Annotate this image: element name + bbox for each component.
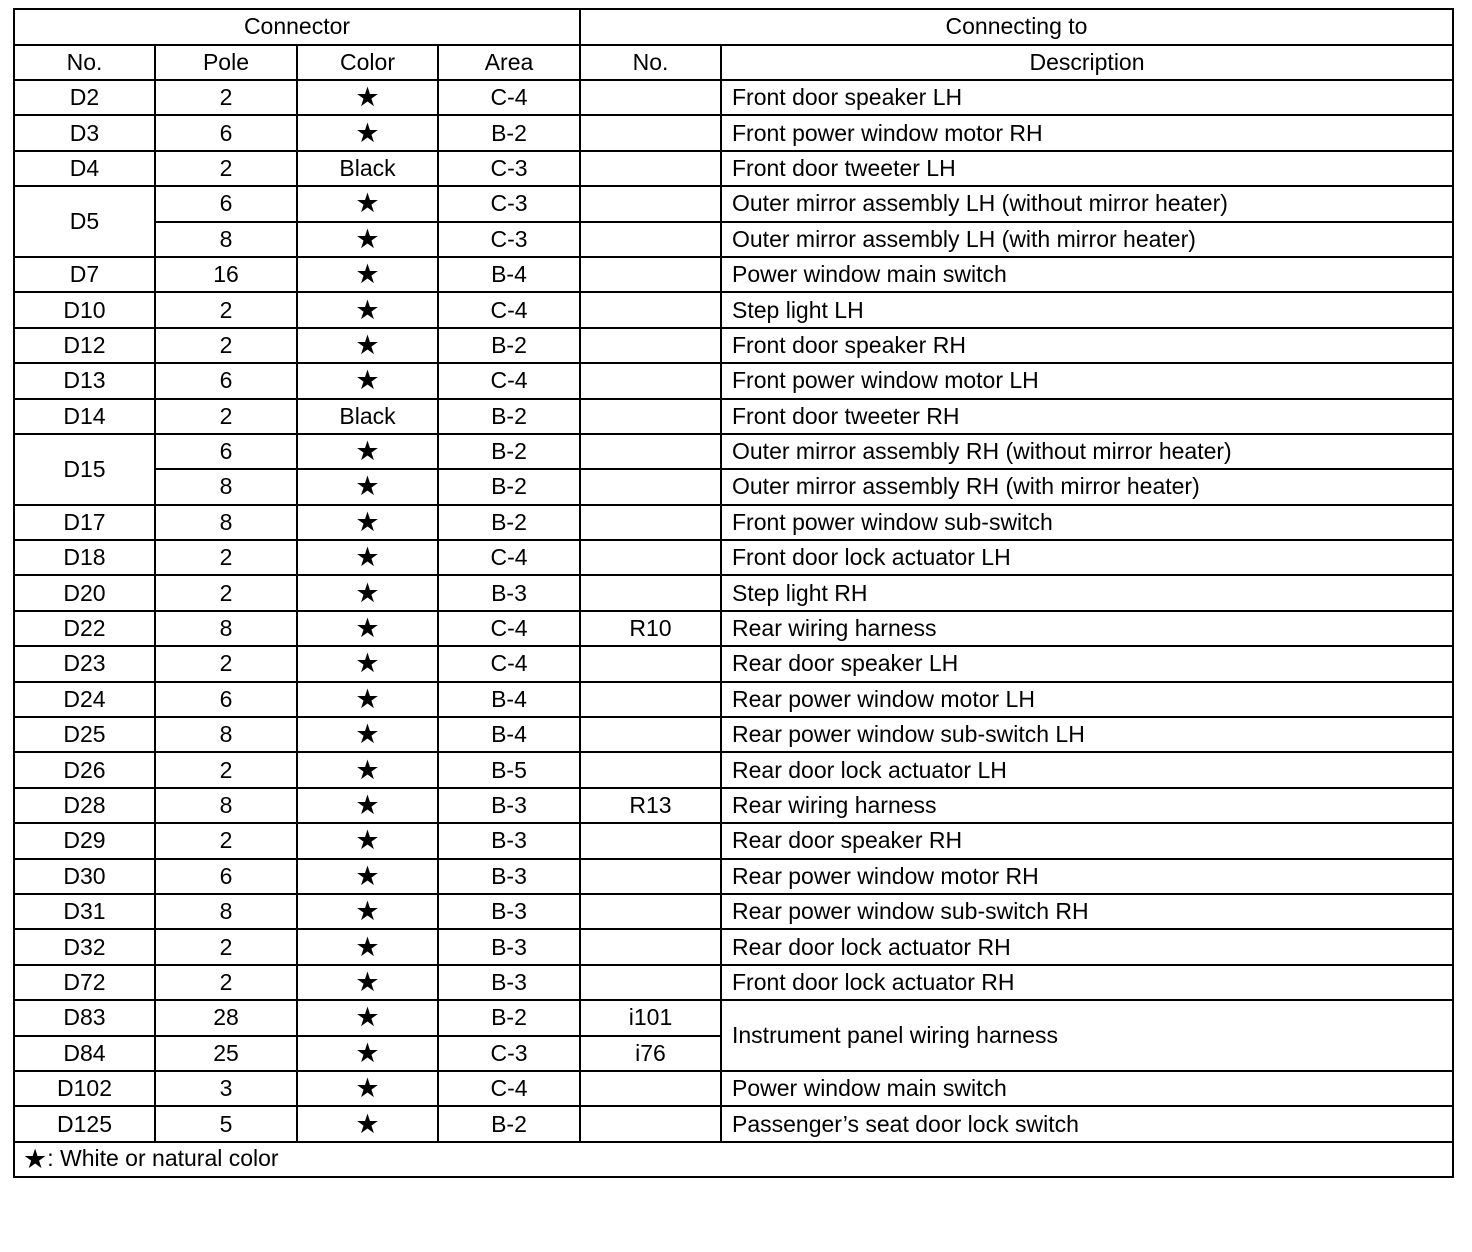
pole-count: 2	[155, 752, 297, 787]
star-icon: ★	[355, 931, 380, 962]
connecting-no	[580, 965, 721, 1000]
area-code: C-3	[438, 151, 580, 186]
connector-no: D13	[14, 363, 155, 398]
description: Rear power window motor RH	[721, 859, 1453, 894]
description: Rear power window motor LH	[721, 682, 1453, 717]
area-code: B-4	[438, 257, 580, 292]
connecting-no	[580, 929, 721, 964]
table-row	[14, 505, 1453, 540]
header-connector: Connector	[14, 9, 580, 45]
connector-no: D26	[14, 752, 155, 787]
star-icon: ★	[355, 896, 380, 927]
area-code: C-3	[438, 1036, 580, 1071]
connecting-no: R10	[580, 611, 721, 646]
area-code: B-4	[438, 682, 580, 717]
table-row	[14, 292, 1453, 327]
connecting-no	[580, 894, 721, 929]
star-icon: ★	[355, 613, 380, 644]
description: Outer mirror assembly LH (with mirror heater)	[721, 222, 1453, 257]
connecting-no	[580, 752, 721, 787]
connecting-no: i101	[580, 1000, 721, 1035]
table-row	[14, 363, 1453, 398]
pole-count: 6	[155, 363, 297, 398]
table-row	[14, 151, 1453, 186]
description: Outer mirror assembly RH (without mirror heater)	[721, 434, 1453, 469]
table-row	[14, 540, 1453, 575]
table-row	[14, 575, 1453, 610]
footnote-row	[14, 1142, 1453, 1177]
description: Power window main switch	[721, 257, 1453, 292]
area-code: C-4	[438, 292, 580, 327]
table-row	[14, 222, 1453, 257]
connector-no: D125	[14, 1106, 155, 1141]
header-no: No.	[14, 45, 155, 81]
table-row	[14, 328, 1453, 363]
table-row	[14, 1071, 1453, 1106]
table-row	[14, 823, 1453, 858]
description: Rear door speaker LH	[721, 646, 1453, 681]
description: Front door tweeter RH	[721, 399, 1453, 434]
star-icon: ★	[355, 1108, 380, 1139]
pole-count: 8	[155, 788, 297, 823]
description: Outer mirror assembly RH (with mirror heater)	[721, 469, 1453, 504]
star-icon: ★	[355, 259, 380, 290]
pole-count: 2	[155, 646, 297, 681]
table-row	[14, 717, 1453, 752]
connector-no: D83	[14, 1000, 155, 1035]
description: Power window main switch	[721, 1071, 1453, 1106]
pole-count: 6	[155, 186, 297, 221]
header-color: Color	[297, 45, 438, 81]
pole-count: 8	[155, 611, 297, 646]
pole-count: 8	[155, 894, 297, 929]
star-icon: ★	[355, 188, 380, 219]
pole-count: 2	[155, 399, 297, 434]
description: Front door speaker RH	[721, 328, 1453, 363]
connector-no: D31	[14, 894, 155, 929]
connector-no: D72	[14, 965, 155, 1000]
connector-no: D32	[14, 929, 155, 964]
connector-color	[297, 1000, 438, 1035]
connector-no: D17	[14, 505, 155, 540]
table-row	[14, 788, 1453, 823]
description: Step light LH	[721, 292, 1453, 327]
connector-no: D15	[14, 434, 155, 505]
connecting-no	[580, 682, 721, 717]
connector-color	[297, 186, 438, 221]
description: Rear door lock actuator RH	[721, 929, 1453, 964]
star-icon: ★	[355, 329, 380, 360]
pole-count: 2	[155, 151, 297, 186]
connecting-no	[580, 859, 721, 894]
description: Outer mirror assembly LH (without mirror heater)	[721, 186, 1453, 221]
pole-count: 8	[155, 469, 297, 504]
table-row	[14, 186, 1453, 221]
pole-count: 8	[155, 717, 297, 752]
pole-count: 2	[155, 292, 297, 327]
connector-no: D20	[14, 575, 155, 610]
pole-count: 2	[155, 80, 297, 115]
area-code: B-3	[438, 788, 580, 823]
pole-count: 6	[155, 434, 297, 469]
connecting-no	[580, 222, 721, 257]
table-row	[14, 399, 1453, 434]
connector-no: D5	[14, 186, 155, 257]
area-code: B-2	[438, 399, 580, 434]
connector-color	[297, 328, 438, 363]
area-code: B-3	[438, 894, 580, 929]
pole-count: 8	[155, 505, 297, 540]
header-description: Description	[721, 45, 1453, 81]
connector-no: D7	[14, 257, 155, 292]
pole-count: 8	[155, 222, 297, 257]
connecting-no	[580, 80, 721, 115]
connector-no: D2	[14, 80, 155, 115]
connecting-no	[580, 1106, 721, 1141]
connector-color	[297, 823, 438, 858]
connecting-no	[580, 186, 721, 221]
description: Rear power window sub-switch RH	[721, 894, 1453, 929]
connector-color	[297, 929, 438, 964]
table-body	[14, 80, 1453, 1142]
connecting-no	[580, 646, 721, 681]
star-icon: ★	[355, 1037, 380, 1068]
area-code: C-4	[438, 540, 580, 575]
connector-no: D4	[14, 151, 155, 186]
connector-no: D29	[14, 823, 155, 858]
pole-count: 2	[155, 575, 297, 610]
area-code: B-3	[438, 823, 580, 858]
area-code: B-3	[438, 929, 580, 964]
description: Rear wiring harness	[721, 611, 1453, 646]
area-code: C-4	[438, 611, 580, 646]
connector-color	[297, 80, 438, 115]
connector-no: D3	[14, 115, 155, 150]
description: Step light RH	[721, 575, 1453, 610]
connector-no: D10	[14, 292, 155, 327]
area-code: B-3	[438, 965, 580, 1000]
table-row	[14, 1000, 1453, 1035]
header-row-columns	[14, 45, 1453, 81]
footnote	[14, 1142, 1453, 1177]
area-code: B-2	[438, 328, 580, 363]
description: Front door lock actuator LH	[721, 540, 1453, 575]
pole-count: 6	[155, 682, 297, 717]
connector-table	[13, 8, 1454, 1178]
connector-color	[297, 752, 438, 787]
connector-color: Black	[297, 151, 438, 186]
connecting-no	[580, 257, 721, 292]
description: Rear door speaker RH	[721, 823, 1453, 858]
pole-count: 16	[155, 257, 297, 292]
area-code: C-3	[438, 222, 580, 257]
pole-count: 6	[155, 115, 297, 150]
star-icon: ★	[355, 966, 380, 997]
connector-color	[297, 894, 438, 929]
header-area: Area	[438, 45, 580, 81]
star-icon: ★	[355, 754, 380, 785]
pole-count: 5	[155, 1106, 297, 1141]
table-row	[14, 80, 1453, 115]
star-icon: ★	[355, 1002, 380, 1033]
connector-color	[297, 257, 438, 292]
description: Front door speaker LH	[721, 80, 1453, 115]
connector-no: D25	[14, 717, 155, 752]
header-connecting-no: No.	[580, 45, 721, 81]
connecting-no	[580, 469, 721, 504]
description: Rear door lock actuator LH	[721, 752, 1453, 787]
area-code: B-3	[438, 575, 580, 610]
connecting-no: i76	[580, 1036, 721, 1071]
connecting-no	[580, 363, 721, 398]
area-code: C-4	[438, 80, 580, 115]
header-connecting-to: Connecting to	[580, 9, 1453, 45]
connecting-no	[580, 540, 721, 575]
connector-color	[297, 965, 438, 1000]
pole-count: 25	[155, 1036, 297, 1071]
description: Instrument panel wiring harness	[721, 1000, 1453, 1071]
star-icon: ★	[355, 542, 380, 573]
connector-color	[297, 434, 438, 469]
connector-color	[297, 1071, 438, 1106]
area-code: B-2	[438, 115, 580, 150]
area-code: B-2	[438, 1106, 580, 1141]
pole-count: 2	[155, 328, 297, 363]
star-icon: ★	[355, 825, 380, 856]
description: Front power window motor LH	[721, 363, 1453, 398]
star-icon: ★	[355, 365, 380, 396]
description: Front power window motor RH	[721, 115, 1453, 150]
connector-no: D28	[14, 788, 155, 823]
star-icon: ★	[355, 790, 380, 820]
area-code: B-2	[438, 434, 580, 469]
pole-count: 2	[155, 929, 297, 964]
connector-color	[297, 1036, 438, 1071]
description: Rear power window sub-switch LH	[721, 717, 1453, 752]
table-row	[14, 894, 1453, 929]
connector-no: D30	[14, 859, 155, 894]
header-row-group	[14, 9, 1453, 45]
connecting-no	[580, 717, 721, 752]
pole-count: 2	[155, 965, 297, 1000]
star-icon: ★	[355, 223, 380, 254]
connecting-no	[580, 399, 721, 434]
area-code: B-2	[438, 469, 580, 504]
table-row	[14, 929, 1453, 964]
star-icon: ★	[355, 719, 380, 750]
connector-color: Black	[297, 399, 438, 434]
star-icon: ★	[355, 683, 380, 714]
footnote-text: : White or natural color	[47, 1144, 279, 1171]
connector-color	[297, 859, 438, 894]
table-row	[14, 965, 1453, 1000]
table-row	[14, 646, 1453, 681]
connecting-no	[580, 151, 721, 186]
connecting-no	[580, 1071, 721, 1106]
star-icon: ★	[355, 860, 380, 891]
connector-color	[297, 363, 438, 398]
table-row	[14, 257, 1453, 292]
connector-color	[297, 222, 438, 257]
description: Passenger’s seat door lock switch	[721, 1106, 1453, 1141]
star-icon: ★	[355, 648, 380, 679]
connecting-no: R13	[580, 788, 721, 823]
connector-color	[297, 611, 438, 646]
star-icon: ★	[355, 436, 380, 467]
connecting-no	[580, 505, 721, 540]
pole-count: 3	[155, 1071, 297, 1106]
connector-color	[297, 469, 438, 504]
area-code: C-3	[438, 186, 580, 221]
description: Front power window sub-switch	[721, 505, 1453, 540]
table-row	[14, 859, 1453, 894]
area-code: B-5	[438, 752, 580, 787]
description: Front door tweeter LH	[721, 151, 1453, 186]
table-row	[14, 752, 1453, 787]
connector-color	[297, 292, 438, 327]
area-code: C-4	[438, 363, 580, 398]
pole-count: 6	[155, 859, 297, 894]
description: Rear wiring harness	[721, 788, 1453, 823]
connecting-no	[580, 575, 721, 610]
connector-no: D102	[14, 1071, 155, 1106]
connecting-no	[580, 328, 721, 363]
connector-no: D23	[14, 646, 155, 681]
pole-count: 28	[155, 1000, 297, 1035]
connector-no: D22	[14, 611, 155, 646]
connecting-no	[580, 823, 721, 858]
connector-no: D12	[14, 328, 155, 363]
area-code: B-4	[438, 717, 580, 752]
description: Front door lock actuator RH	[721, 965, 1453, 1000]
pole-count: 2	[155, 540, 297, 575]
table-row	[14, 469, 1453, 504]
connector-color	[297, 575, 438, 610]
star-icon: ★	[355, 82, 380, 113]
pole-count: 2	[155, 823, 297, 858]
connector-color	[297, 1106, 438, 1141]
star-icon: ★	[355, 577, 380, 608]
table-row	[14, 115, 1453, 150]
header-pole: Pole	[155, 45, 297, 81]
area-code: C-4	[438, 646, 580, 681]
star-icon: ★	[355, 506, 380, 537]
connecting-no	[580, 115, 721, 150]
star-icon: ★	[355, 117, 380, 148]
connector-color	[297, 505, 438, 540]
connector-color	[297, 788, 438, 823]
connector-color	[297, 115, 438, 150]
connecting-no	[580, 434, 721, 469]
star-icon: ★	[23, 1143, 48, 1174]
table-row	[14, 682, 1453, 717]
connector-no: D84	[14, 1036, 155, 1071]
area-code: C-4	[438, 1071, 580, 1106]
connector-color	[297, 717, 438, 752]
area-code: B-2	[438, 505, 580, 540]
connector-color	[297, 682, 438, 717]
connector-color	[297, 646, 438, 681]
table-row	[14, 611, 1453, 646]
table-row	[14, 1106, 1453, 1141]
connector-no: D18	[14, 540, 155, 575]
star-icon: ★	[355, 294, 380, 325]
area-code: B-2	[438, 1000, 580, 1035]
table-row	[14, 434, 1453, 469]
connector-no: D24	[14, 682, 155, 717]
star-icon: ★	[355, 471, 380, 502]
connecting-no	[580, 292, 721, 327]
connector-color	[297, 540, 438, 575]
connector-no: D14	[14, 399, 155, 434]
star-icon: ★	[355, 1073, 380, 1104]
area-code: B-3	[438, 859, 580, 894]
